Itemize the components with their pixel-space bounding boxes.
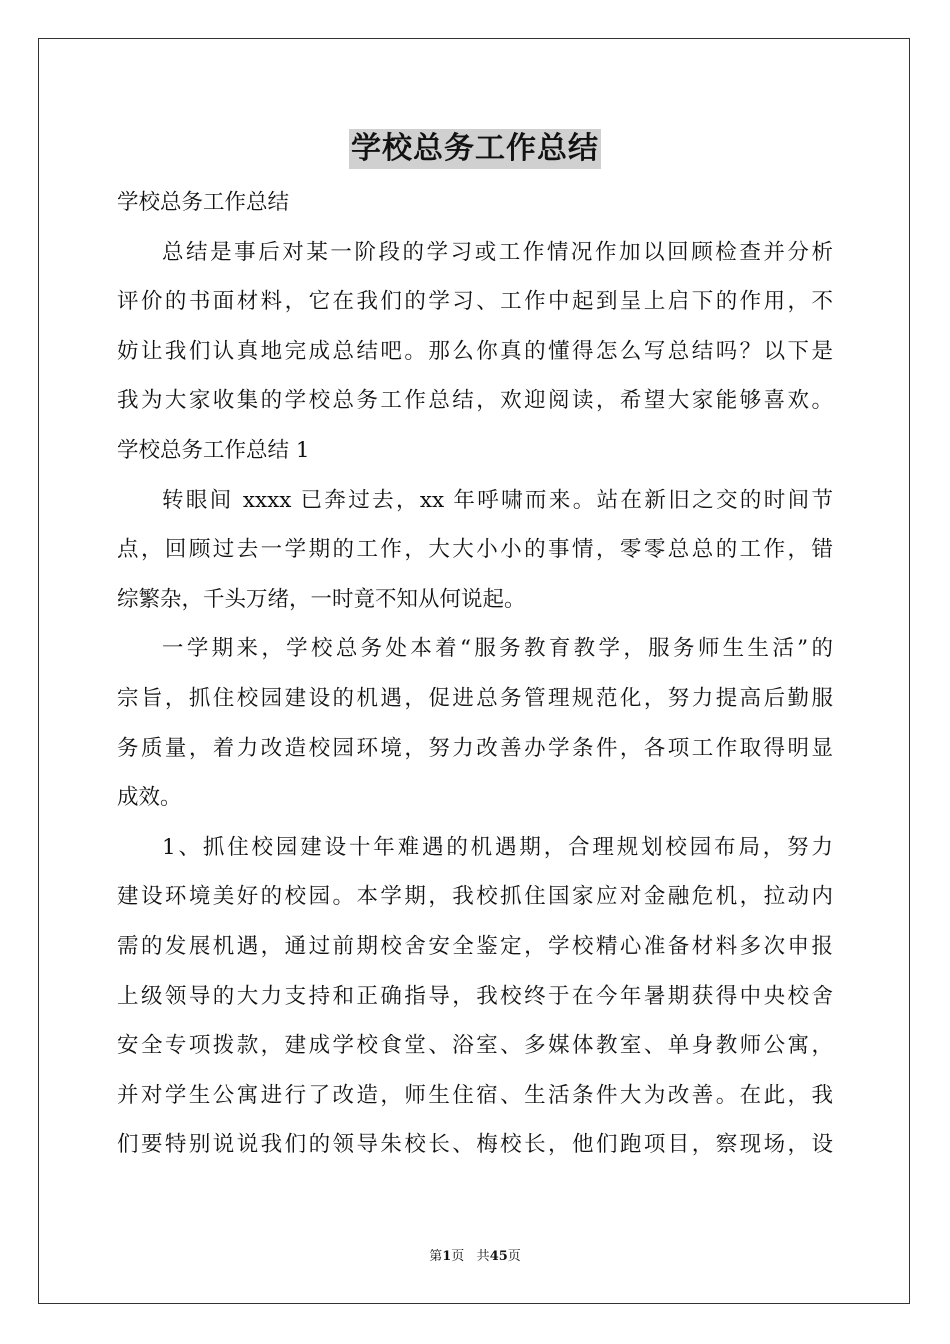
text-line: 安全专项拨款，建成学校食堂、浴室、多媒体教室、单身教师公寓， (117, 1033, 833, 1059)
text-line: 评价的书面材料，它在我们的学习、工作中起到呈上启下的作用，不 (117, 289, 833, 315)
total-prefix: 共 (476, 1249, 490, 1264)
text-line: 务质量，着力改造校园环境，努力改善办学条件，各项工作取得明显 (117, 735, 833, 761)
text-line: 需的发展机遇，通过前期校舍安全鉴定，学校精心准备材料多次申报 (117, 933, 833, 959)
text-line: 并对学生公寓进行了改造，师生住宿、生活条件大为改善。在此，我 (117, 1082, 833, 1108)
total-suffix: 页 (507, 1249, 521, 1264)
text-line: 学校总务工作总结 (117, 190, 290, 215)
text-line: 一学期来，学校总务处本着“服务教育教学，服务师生生活”的 (162, 636, 833, 662)
text-line: 上级领导的大力支持和正确指导，我校终于在今年暑期获得中央校舍 (117, 983, 833, 1009)
page-footer (0, 1247, 950, 1267)
text-line: 总结是事后对某一阶段的学习或工作情况作加以回顾检查并分析 (162, 239, 833, 265)
text-line: 妨让我们认真地完成总结吧。那么你真的懂得怎么写总结吗？以下是 (117, 338, 833, 364)
text-line: 转眼间 xxxx 已奔过去，xx 年呼啸而来。站在新旧之交的时间节 (162, 487, 833, 513)
document-title-text: 学校总务工作总结 (349, 129, 601, 169)
text-line: 建设环境美好的校园。本学期，我校抓住国家应对金融危机，拉动内 (117, 884, 833, 910)
page-number: 1 (442, 1249, 452, 1264)
text-line: 综繁杂，千头万绪，一时竟不知从何说起。 (117, 586, 526, 612)
total-pages: 45 (489, 1249, 508, 1264)
text-line: 们要特别说说我们的领导朱校长、梅校长，他们跑项目，察现场，设 (117, 1132, 833, 1158)
text-line: 成效。 (117, 785, 182, 811)
text-line: 点，回顾过去一学期的工作，大大小小的事情，零零总总的工作，错 (117, 537, 833, 563)
text-line: 学校总务工作总结 1 (117, 437, 310, 463)
text-line: 我为大家收集的学校总务工作总结，欢迎阅读，希望大家能够喜欢。 (117, 388, 833, 414)
document-title (0, 128, 950, 169)
text-line: 宗旨，抓住校园建设的机遇，促进总务管理规范化，努力提高后勤服 (117, 685, 833, 711)
document-body (117, 178, 833, 1170)
page-suffix: 页 (451, 1249, 465, 1264)
text-line: 1、抓住校园建设十年难遇的机遇期，合理规划校园布局，努力 (162, 834, 833, 860)
page-prefix: 第 (429, 1249, 443, 1264)
